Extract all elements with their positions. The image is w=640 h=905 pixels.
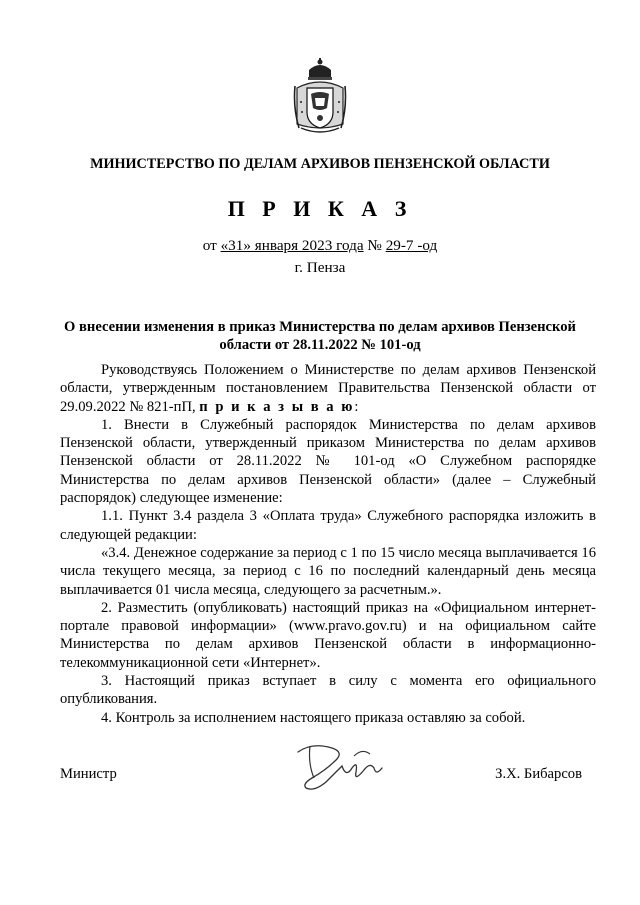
signatory-name: З.Х. Бибарсов — [495, 766, 582, 782]
paragraph-item-4: 4. Контроль за исполнением настоящего приказа оставляю за собой. — [101, 709, 526, 726]
document-city: г. Пенза — [294, 259, 346, 276]
paragraph-item-1-1: 1.1. Пункт 3.4 раздела 3 «Оплата труда» Служебного распорядка изложить в следующей редакции: — [60, 508, 596, 543]
coat-of-arms-icon — [291, 58, 349, 136]
order-keyword: п р и к а з ы в а ю — [199, 398, 355, 415]
document-subject: О внесении изменения в приказ Министерства по делам архивов Пензенской области от 28.11.2022 № 101-од — [64, 319, 576, 353]
document-date: «31» января 2023 года — [220, 237, 364, 254]
handwritten-signature-icon — [292, 738, 388, 794]
signatory-position: Министр — [60, 766, 117, 782]
paragraph-item-3: 3. Настоящий приказ вступает в силу с момента его официального опубликования. — [60, 673, 596, 708]
paragraph-quoted-clause: «3.4. Денежное содержание за период с 1 по 15 число месяца выплачивается 16 числа текущего месяца, за период с 16 по последний календарный день месяца выплачивается 01 числа месяца, следующего за расчетным.». — [60, 544, 596, 598]
preamble-end: : — [354, 398, 359, 415]
paragraph-item-1: 1. Внести в Служебный распорядок Министерства по делам архивов Пензенской области, утвержденный приказом Министерства по делам архивов Пензенской области от 28.11.2022 № 101-од «О Служебном распорядке Министерства по делам архивов Пензенской области» (далее – Служебный распорядок) следующее изменение: — [60, 416, 596, 507]
document-body — [60, 361, 596, 727]
paragraph-preamble — [60, 361, 596, 416]
document-number: 29-7 -од — [385, 237, 438, 254]
preamble-text: Руководствуясь Положением о Министерстве по делам архивов Пензенской области, утвержденным постановлением Правительства Пензенской области от 29.09.2022 № 821-пП, — [60, 362, 596, 415]
ministry-title: МИНИСТЕРСТВО ПО ДЕЛАМ АРХИВОВ ПЕНЗЕНСКОЙ ОБЛАСТИ — [90, 156, 550, 172]
document-date-line — [0, 237, 640, 255]
document-type-heading: П Р И К А З — [227, 196, 413, 221]
paragraph-item-2: 2. Разместить (опубликовать) настоящий приказ на «Официальном интернет-портале правовой информации» (www.pravo.gov.ru) и на официальном сайте Министерства по делам архивов Пензенской области в информационно-телекоммуникационной сети «Интернет». — [60, 599, 596, 671]
number-sign: № — [363, 237, 386, 254]
date-prefix: от — [202, 237, 221, 254]
